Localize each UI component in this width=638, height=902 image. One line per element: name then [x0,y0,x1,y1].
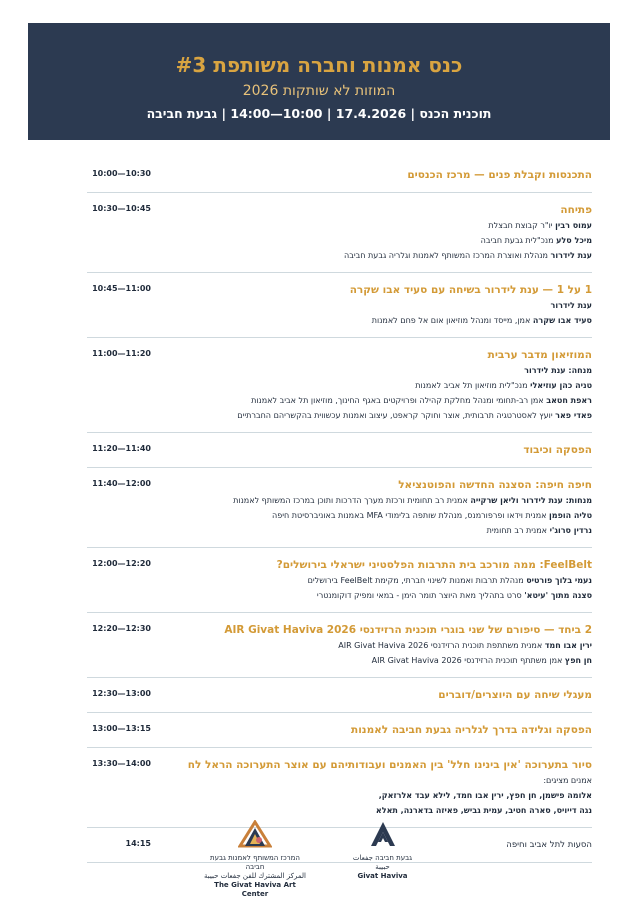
art-center-english: The Givat Haviva Art Center [214,881,296,898]
agenda-speaker-line [162,573,592,588]
conference-subtitle: המוזות לא שותקות 2026 [242,83,396,99]
speaker-name: אלומה פישמן, חן חפץ, ירין אבו חמד, לילא עבד אלרזאק, [378,791,592,800]
speaker-description: מנכ"לית מוזיאון תל אביב לאמנות [415,381,531,390]
agenda-row [87,468,592,548]
speaker-description: מנהלת ואוצרת המרכז המשותף לאמנות וגלריה גבעת חביבה [344,251,551,260]
agenda-title: FeelBelt: ממה מורכב בית התרבות הפלסטיני ישראלי בירושלים? [276,559,592,571]
speaker-name: מנחות: ענת לידרור וליאן שרקייה [470,496,592,505]
speaker-name: נעמי בלוך פורטיס [526,576,592,585]
agenda-title: 1 על 1 — ענת לידרור בשיחה עם סעיד אבו שקרה [349,284,592,296]
givat-haviva-text: גבעת חביבה جفعات حبيبة [352,854,413,871]
agenda-row [87,338,592,433]
speaker-name: טניה כהן עוזיאלי [530,381,592,390]
conference-header [28,23,610,140]
speaker-description: אמן רב-תחומי ומנהל מחלקת קהילה ופרויקטים באגף החינוך, מוזיאון תל אביב לאמנות [251,396,547,405]
agenda-content [162,623,592,668]
speaker-description: אמנית רב תחומית [486,526,550,535]
conference-title: כנס אמנות וחברה משותפת #3 [175,53,463,77]
agenda-content [162,558,592,603]
speaker-name: פאדי פאר [555,411,592,420]
speaker-description: מנכ"לית גבעת חביבה [480,236,557,245]
agenda-speaker-line [162,233,592,248]
agenda-speaker-line [162,363,592,378]
agenda-row [87,193,592,273]
agenda-content [162,723,592,738]
agenda-time: 12:00—12:20 [92,559,151,568]
speaker-description: סרט בתהליך מאת היוצר תומר הימן - במאי ומפיק דוקומנטרי [316,591,525,600]
agenda-time: 11:00—11:20 [92,349,151,358]
speaker-description: אמנים מציגים: [543,776,592,785]
agenda-speaker-line [162,588,592,603]
speaker-description: אמנית וידאו ופרפורמנס, מנהלת שותפה בלימודי MFA באמנות באוניברסיטת חיפה [271,511,550,520]
speaker-name: ענת לידרור [550,301,592,310]
agenda-row [87,713,592,748]
agenda-title: הפסקה וגלידה בדרך לגלריה גבעת חביבה לאמנות [351,724,592,736]
agenda-speaker-line [162,653,592,668]
agenda-row [87,273,592,338]
speaker-description: יועץ לאסטרטגיה תרבותית, אוצר וחוקר קראפט, עיצוב ואמנות עכשווית בהקשריהם החברתיים [237,411,556,420]
speaker-description: אמנית רב תחומית ורכזת מערך הדרכות ותוכן במרכז המשותף לאמנות [233,496,471,505]
agenda-time: 11:40—12:00 [92,479,151,488]
agenda-speaker-line [162,788,592,803]
agenda-title: המוזיאון מדבר ערבית [487,349,592,361]
speaker-name: טליה הופמן [549,511,592,520]
speaker-name: סצנה מתוך 'עיטא' [524,591,592,600]
agenda-content [162,283,592,328]
speaker-name: מיכל סלע [556,236,592,245]
agenda-time: 13:30—14:00 [92,759,151,768]
speaker-name: נגה דייויס, סארה חטיב, עמית גביש, פאיזה בדארנה, תאלא [375,806,592,815]
speaker-name: ענת לידרור [550,251,592,260]
agenda-row [87,158,592,193]
agenda-title: הסעות לתל אביב וחיפה [506,840,592,850]
agenda-row [87,548,592,613]
agenda-speaker-line [162,378,592,393]
agenda-speaker-line [162,803,592,818]
speaker-name: סעיד אבו שקרה [532,316,592,325]
agenda-time: 13:00—13:15 [92,724,151,733]
agenda-time: 10:45—11:00 [92,284,151,293]
agenda-speaker-line [162,248,592,263]
agenda-row [87,613,592,678]
agenda-content [162,443,592,458]
agenda-content [162,203,592,263]
agenda-time: 11:20—11:40 [92,444,151,453]
agenda-speaker-line [162,508,592,523]
speaker-name: ירין אבו חמד [544,641,592,650]
agenda-time: 12:30—13:00 [92,689,151,698]
art-center-hebrew: המרכז המשותף לאמנות גבעת חביבה [210,854,300,871]
conference-meta: תוכנית הכנס | 17.4.2026 | 10:00—14:00 | גבעת חביבה [146,106,492,121]
footer-logos [0,820,638,900]
speaker-name: מנחה: ענת לידרור [524,366,592,375]
agenda-title: חיפה חיפה: הסצנה החדשה והפוטנציאל [398,479,592,491]
speaker-description: אמן משתתף תוכנית הרזידנסי AIR Givat Haviva 2026 [371,656,565,665]
agenda-speaker-line [162,493,592,508]
agenda-content [162,348,592,423]
agenda-row [87,748,592,828]
agenda-title: סיור בתערוכה 'אין בינינו חלל' בין האמנים ועבודותיהם עם אוצר התערוכה הראל לח [187,759,592,771]
agenda-list [87,158,592,863]
agenda-content [162,168,592,183]
agenda-time: 10:30—10:45 [92,204,151,213]
art-center-logo [200,820,310,899]
agenda-time: 14:15 [125,839,151,848]
speaker-description: יו"ר קבוצת חבצלת [488,221,556,230]
agenda-time: 12:20—12:30 [92,624,151,633]
agenda-speaker-line [162,638,592,653]
agenda-title: התכנסות וקבלת פנים — מרכז הכנסים [407,169,592,181]
givat-haviva-logo-icon [369,820,397,848]
agenda-speaker-line [162,408,592,423]
agenda-speaker-line [162,393,592,408]
agenda-speaker-line [162,218,592,233]
agenda-row [87,433,592,468]
agenda-title: הפסקה וכיבוד [523,444,592,456]
speaker-description: אמן, מייסד ומנהל מוזיאון אום אל פחם לאמנות [371,316,533,325]
agenda-time: 10:00—10:30 [92,169,151,178]
speaker-name: נרדין סרוג'י [549,526,592,535]
agenda-speaker-line [162,773,592,788]
agenda-row [87,678,592,713]
agenda-title: מעגלי שיחה עם היוצרים/דוברים [438,689,592,701]
agenda-content [162,688,592,703]
givat-haviva-logo [345,820,420,881]
art-center-logo-icon [238,820,272,848]
agenda-content [162,758,592,818]
agenda-speaker-line [162,313,592,328]
speaker-description: אמנית משתתפת תוכנית הרזידנסי AIR Givat Haviva 2026 [338,641,545,650]
speaker-name: ראפת חטאב [546,396,592,405]
agenda-speaker-line [162,298,592,313]
speaker-name: חן חפץ [564,656,592,665]
art-center-arabic: المركز المشترك للفن جفعات حبيبة [204,872,306,880]
agenda-title: פתיחה [560,204,592,216]
agenda-speaker-line [162,523,592,538]
speaker-description: מנהלת תרבות ואמנות לשינוי חברתי, מקימת FeelBelt בירושלים [307,576,527,585]
agenda-content [162,478,592,538]
speaker-name: עמוס רבין [555,221,592,230]
agenda-title: 2 ביחד — סיפורם של שני בוגרי תוכנית הרזידנסי AIR Givat Haviva 2026 [224,624,592,636]
givat-haviva-english: Givat Haviva [357,872,408,880]
